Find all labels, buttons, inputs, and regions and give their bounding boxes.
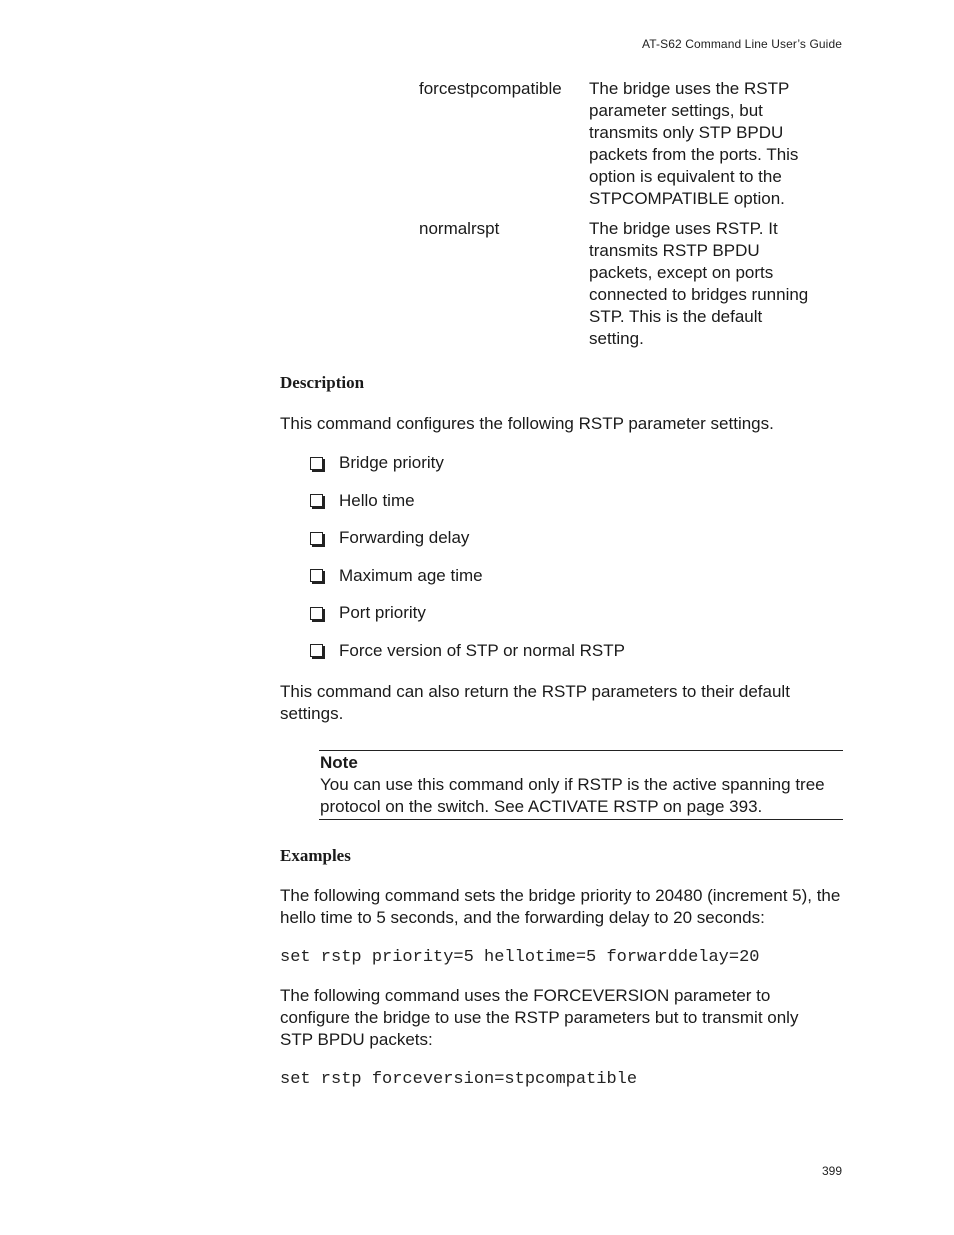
page-number: 399	[821, 1164, 842, 1178]
checkbox-bullet-icon	[310, 644, 323, 657]
checkbox-bullet-icon	[310, 457, 323, 470]
list-item-label: Maximum age time	[339, 565, 483, 585]
param-name: normalrspt	[419, 219, 500, 238]
checkbox-bullet-icon	[310, 532, 323, 545]
param-row-normalrspt	[419, 218, 839, 350]
example-2-text: The following command uses the FORCEVERSION parameter to configure the bridge to use the RSTP parameters but to transmit only STP BPDU packets:	[280, 986, 799, 1049]
description-heading: Description	[280, 373, 365, 392]
note-title: Note	[320, 753, 358, 772]
param-row-forcestpcompatible	[419, 78, 839, 210]
description-intro: This command configures the following RSTP parameter settings.	[280, 414, 774, 433]
examples-heading: Examples	[280, 846, 351, 865]
list-item-label: Force version of STP or normal RSTP	[339, 640, 625, 660]
param-description: The bridge uses RSTP. It transmits RSTP BPDU packets, except on ports connected to bridges running STP. This is the default setting.	[589, 219, 809, 348]
example-1-text: The following command sets the bridge priority to 20480 (increment 5), the hello time to 5 seconds, and the forwarding delay to 20 seconds:	[280, 886, 841, 927]
note-box	[319, 750, 843, 820]
checkbox-bullet-icon	[310, 607, 323, 620]
checkbox-bullet-icon	[310, 494, 323, 507]
list-item	[308, 602, 625, 624]
list-item	[308, 490, 625, 512]
settings-list	[308, 452, 625, 677]
list-item	[308, 527, 625, 549]
list-item-label: Hello time	[339, 490, 415, 510]
description-outro: This command can also return the RSTP parameters to their default settings.	[280, 682, 790, 723]
list-item-label: Port priority	[339, 603, 426, 622]
running-header: AT-S62 Command Line User’s Guide	[642, 37, 842, 51]
parameter-options-table	[419, 78, 839, 358]
example-2-code: set rstp forceversion=stpcompatible	[280, 1070, 638, 1089]
list-item	[308, 452, 625, 474]
param-description: The bridge uses the RSTP parameter settings, but transmits only STP BPDU packets from the ports. This option is equivalent to the STPCOMPATIBLE option.	[589, 79, 799, 208]
checkbox-bullet-icon	[310, 569, 323, 582]
param-name: forcestpcompatible	[419, 79, 562, 98]
list-item	[308, 565, 625, 587]
example-1-code: set rstp priority=5 hellotime=5 forwarddelay=20	[280, 948, 760, 967]
list-item-label: Bridge priority	[339, 453, 444, 472]
note-text: You can use this command only if RSTP is the active spanning tree protocol on the switch. See ACTIVATE RSTP on page 393.	[320, 775, 825, 816]
list-item-label: Forwarding delay	[339, 528, 470, 547]
list-item	[308, 640, 625, 662]
